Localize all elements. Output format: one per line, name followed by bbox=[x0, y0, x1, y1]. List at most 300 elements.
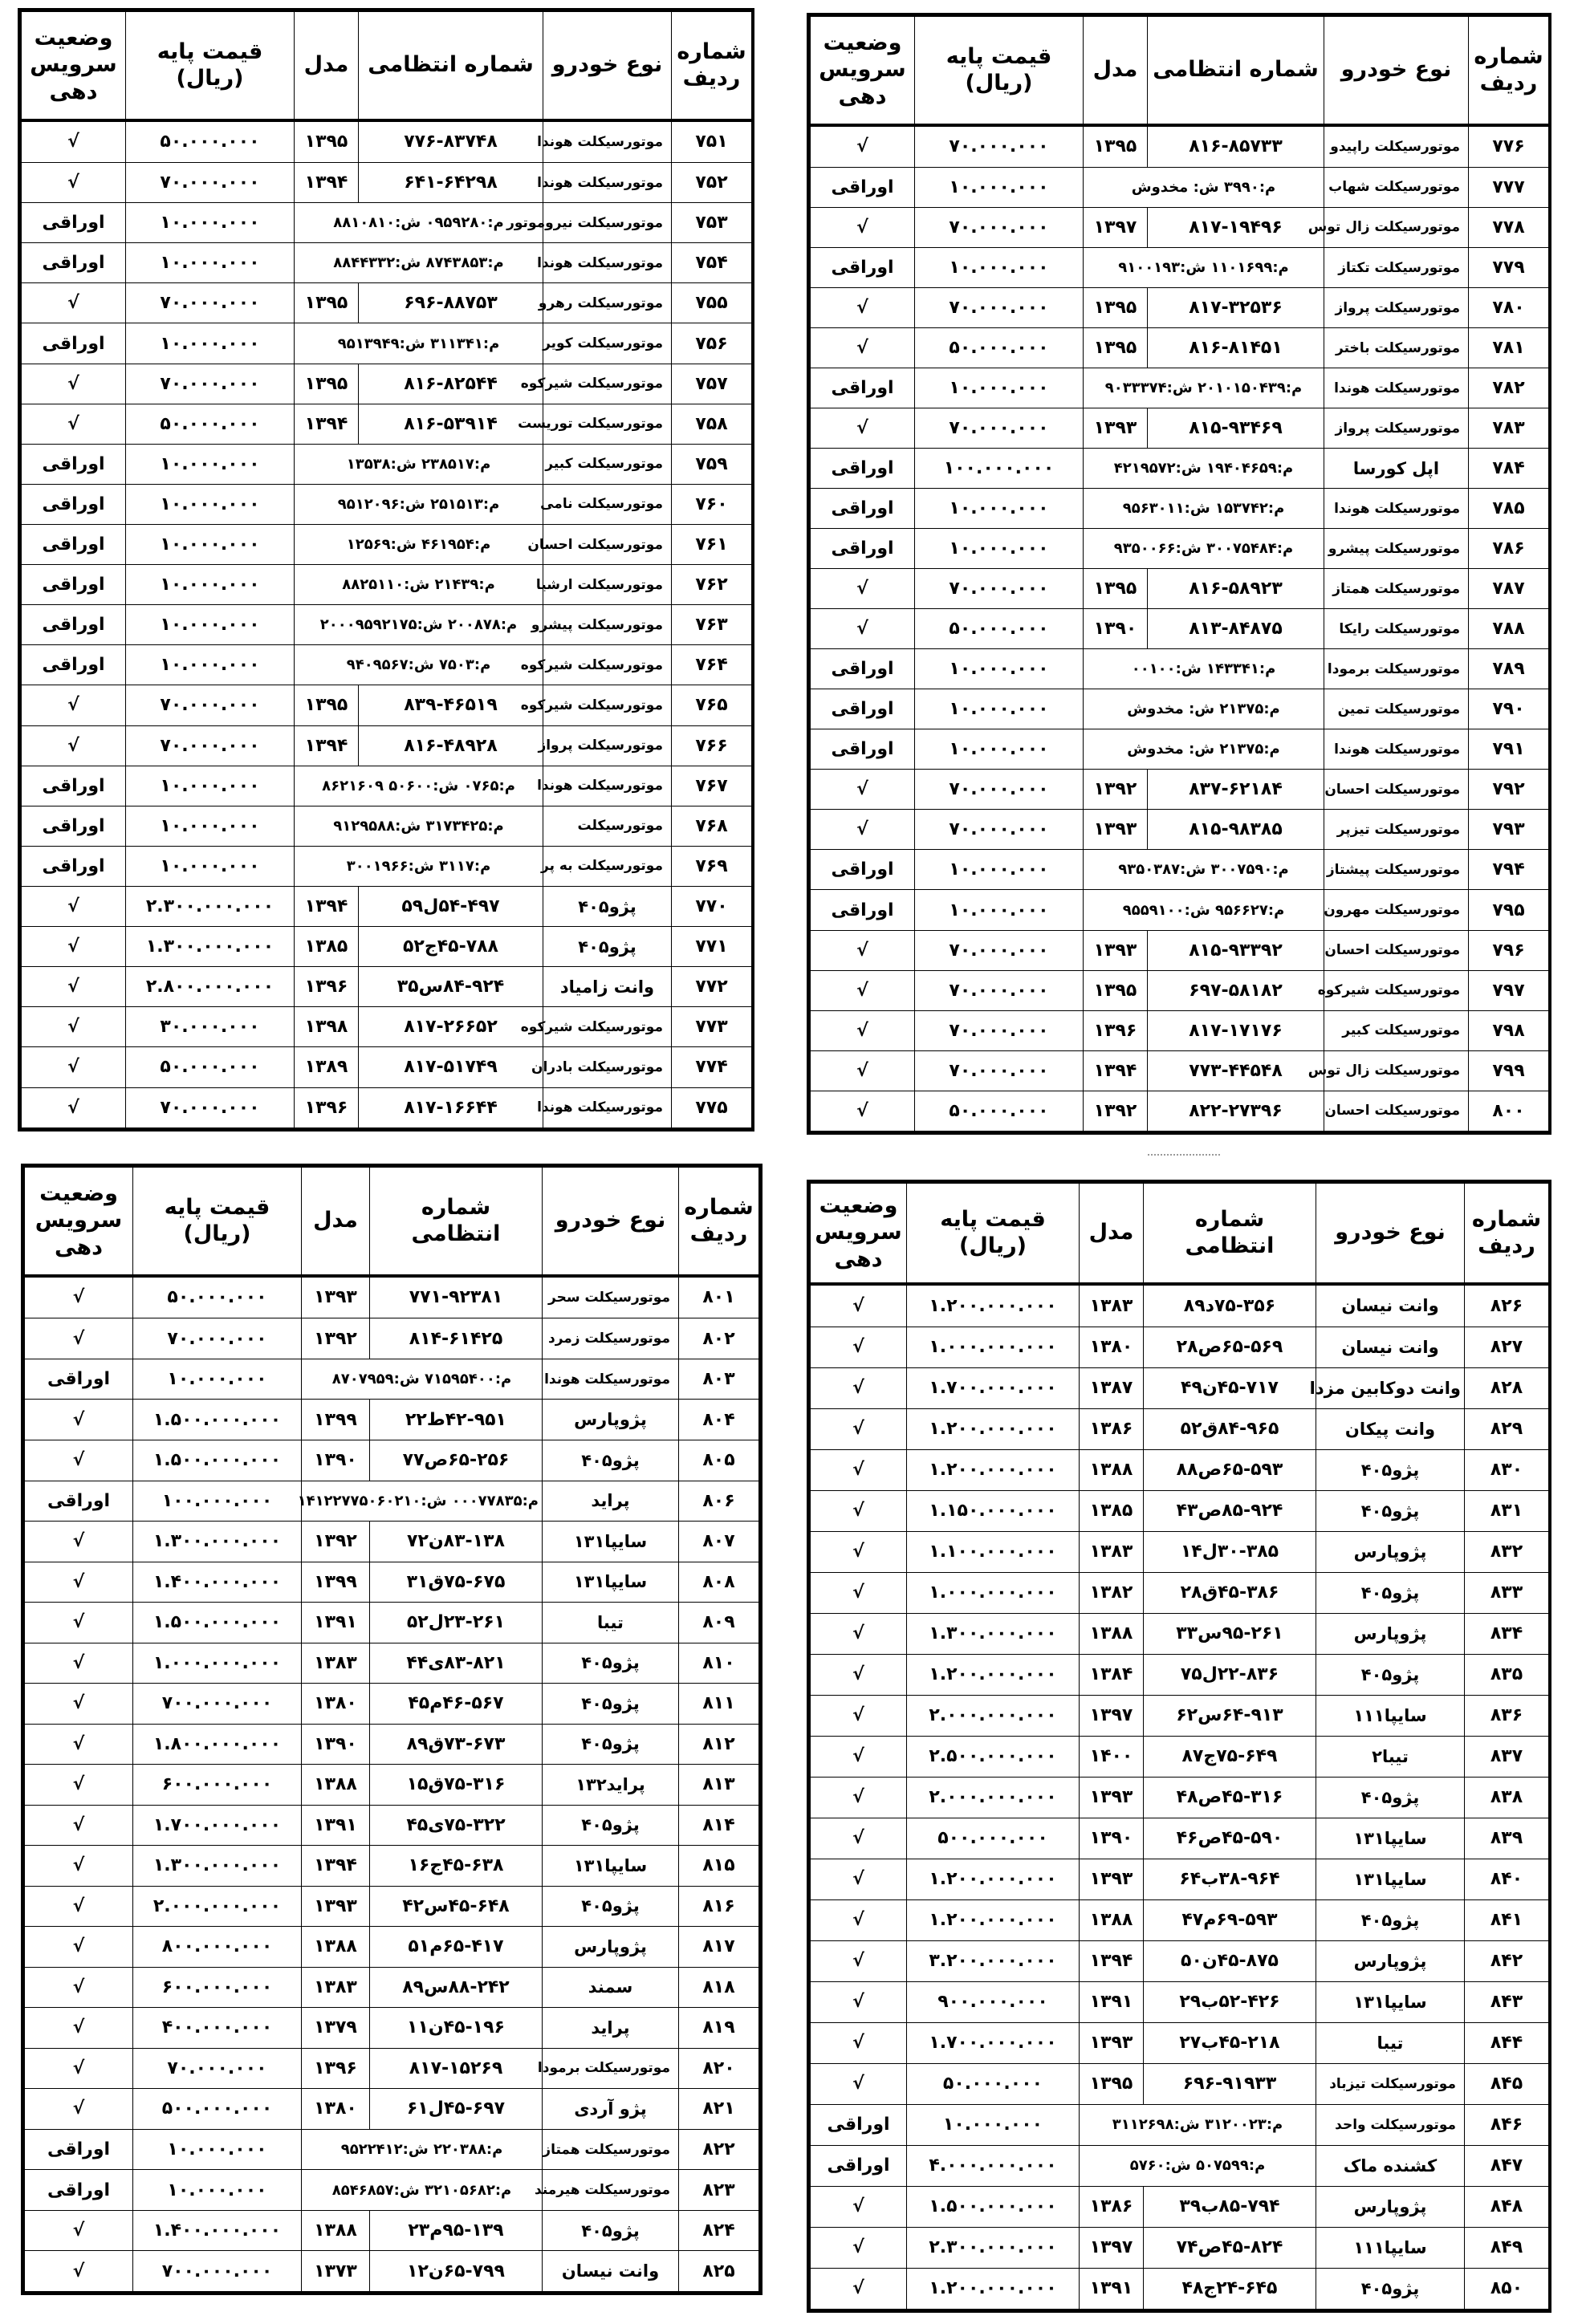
vehicle-type-cell: پژو۴۰۵ bbox=[1316, 1654, 1465, 1695]
table-row bbox=[811, 2063, 1549, 2104]
base-price-cell: ۱.۸۰۰.۰۰۰.۰۰۰ bbox=[133, 1724, 302, 1765]
row-number-cell: ۸۰۶ bbox=[679, 1481, 759, 1522]
vehicle-type-cell: پژوپارس bbox=[1316, 1613, 1465, 1654]
service-status-cell: اوراقی bbox=[811, 529, 915, 569]
header-vehicle-type: نوع خودرو bbox=[543, 1168, 679, 1276]
plate-number-cell: ۷۳-۶۷۳ق۸۹ bbox=[370, 1724, 543, 1765]
service-status-cell: اوراقی bbox=[811, 890, 915, 930]
table-row bbox=[22, 163, 752, 203]
base-price-cell: ۱۰.۰۰۰.۰۰۰ bbox=[915, 850, 1084, 890]
base-price-cell: ۱۰.۰۰۰.۰۰۰ bbox=[915, 247, 1084, 287]
table-row bbox=[811, 1367, 1549, 1408]
base-price-cell: ۷۰.۰۰۰.۰۰۰ bbox=[126, 1087, 295, 1127]
table-row bbox=[811, 609, 1549, 649]
table-row bbox=[25, 1886, 759, 1927]
row-number-cell: ۸۵۰ bbox=[1465, 2268, 1549, 2309]
service-status-cell: √ bbox=[811, 2227, 907, 2268]
row-number-cell: ۷۸۷ bbox=[1469, 569, 1549, 609]
service-status-cell: اوراقی bbox=[22, 645, 126, 685]
table-row bbox=[22, 1087, 752, 1127]
vehicle-type-cell: پژو۴۰۵ bbox=[1316, 1899, 1465, 1940]
row-number-cell: ۷۸۶ bbox=[1469, 529, 1549, 569]
model-year-cell: ۱۳۹۵ bbox=[1080, 2063, 1144, 2104]
plate-number-cell: ۸۱۷-۵۱۷۴۹ bbox=[359, 1047, 543, 1087]
row-number-cell: ۷۷۶ bbox=[1469, 125, 1549, 168]
service-status-cell: √ bbox=[811, 569, 915, 609]
plate-number-cell: ۸۳۷-۶۲۱۸۴ bbox=[1148, 770, 1324, 810]
table-row bbox=[25, 1805, 759, 1846]
vehicle-type-cell: سایپا۱۱۱ bbox=[1316, 2227, 1465, 2268]
model-year-cell: ۱۳۹۳ bbox=[1080, 1859, 1144, 1899]
table-row bbox=[811, 1284, 1549, 1327]
row-number-cell: ۷۸۸ bbox=[1469, 609, 1549, 649]
plate-number-cell: م:۲۵۱۵۱۳ ش:۹۵۱۲۰۹۶ bbox=[295, 484, 543, 524]
plate-number-cell: م:۰۰۰۷۷۸۳۵ ش:۱۴۱۲۲۷۷۵۰۶۰۲۱۰ bbox=[302, 1481, 543, 1522]
table-row bbox=[811, 1449, 1549, 1490]
plate-number-cell: ۶۵-۵۹۳ص۸۸ bbox=[1144, 1449, 1316, 1490]
model-year-cell: ۱۳۹۱ bbox=[302, 1805, 370, 1846]
service-status-cell: √ bbox=[811, 1613, 907, 1654]
service-status-cell: اوراقی bbox=[811, 649, 915, 689]
model-year-cell: ۱۳۸۸ bbox=[1080, 1899, 1144, 1940]
model-year-cell: ۱۳۸۳ bbox=[302, 1643, 370, 1684]
row-number-cell: ۸۲۴ bbox=[679, 2210, 759, 2251]
service-status-cell: اوراقی bbox=[811, 2104, 907, 2145]
row-number-cell: ۸۴۹ bbox=[1465, 2227, 1549, 2268]
base-price-cell: ۷۰.۰۰۰.۰۰۰ bbox=[133, 1318, 302, 1359]
row-number-cell: ۸۱۷ bbox=[679, 1927, 759, 1968]
base-price-cell: ۵۰.۰۰۰.۰۰۰ bbox=[126, 1047, 295, 1087]
base-price-cell: ۷۰.۰۰۰.۰۰۰ bbox=[915, 408, 1084, 449]
header-base-price: قیمت پایه (ریال) bbox=[907, 1184, 1080, 1284]
table-row bbox=[25, 1603, 759, 1643]
table-row bbox=[25, 1359, 759, 1400]
model-year-cell: ۱۳۸۵ bbox=[1080, 1490, 1144, 1531]
model-year-cell: ۱۳۸۲ bbox=[1080, 1572, 1144, 1613]
service-status-cell: √ bbox=[811, 1818, 907, 1859]
base-price-cell: ۳۰.۰۰۰.۰۰۰ bbox=[126, 1007, 295, 1047]
base-price-cell: ۷۰.۰۰۰.۰۰۰ bbox=[126, 685, 295, 725]
vehicle-type-cell: وانت زامیاد bbox=[543, 967, 672, 1007]
base-price-cell: ۱۰.۰۰۰.۰۰۰ bbox=[126, 525, 295, 565]
service-status-cell: √ bbox=[22, 725, 126, 766]
base-price-cell: ۳.۲۰۰.۰۰۰.۰۰۰ bbox=[907, 1940, 1080, 1981]
header-model: مدل bbox=[1080, 1184, 1144, 1284]
table-776-800 bbox=[807, 13, 1551, 1135]
vehicle-type-cell: موتورسیکلت کویر bbox=[543, 323, 672, 364]
service-status-cell: √ bbox=[811, 810, 915, 850]
row-number-cell: ۷۷۲ bbox=[672, 967, 752, 1007]
service-status-cell: اوراقی bbox=[811, 689, 915, 729]
row-number-cell: ۸۰۸ bbox=[679, 1562, 759, 1603]
vehicle-type-cell: پژو۴۰۵ bbox=[543, 927, 672, 967]
model-year-cell: ۱۳۹۰ bbox=[1080, 1818, 1144, 1859]
row-number-cell: ۷۵۸ bbox=[672, 404, 752, 444]
model-year-cell: ۱۳۹۷ bbox=[1084, 207, 1148, 247]
service-status-cell: اوراقی bbox=[811, 368, 915, 408]
auction-table bbox=[21, 11, 752, 1128]
table-row bbox=[811, 1050, 1549, 1091]
service-status-cell: √ bbox=[811, 970, 915, 1010]
vehicle-type-cell: کشنده ماک bbox=[1316, 2145, 1465, 2186]
base-price-cell: ۲.۵۰۰.۰۰۰.۰۰۰ bbox=[907, 1736, 1080, 1777]
service-status-cell: √ bbox=[811, 328, 915, 368]
model-year-cell: ۱۳۸۵ bbox=[295, 927, 359, 967]
plate-number-cell: ۸۳۹-۴۶۵۱۹ bbox=[359, 685, 543, 725]
vehicle-type-cell: سایپا۱۳۱ bbox=[543, 1522, 679, 1562]
model-year-cell: ۱۳۹۵ bbox=[295, 120, 359, 163]
base-price-cell: ۱۰.۰۰۰.۰۰۰ bbox=[133, 2170, 302, 2211]
header-base-price: قیمت پایه (ریال) bbox=[126, 12, 295, 120]
model-year-cell: ۱۳۹۰ bbox=[302, 1724, 370, 1765]
row-number-cell: ۷۸۴ bbox=[1469, 449, 1549, 489]
service-status-cell: اوراقی bbox=[22, 525, 126, 565]
service-status-cell: √ bbox=[811, 1859, 907, 1899]
row-number-cell: ۷۵۷ bbox=[672, 364, 752, 404]
base-price-cell: ۷۰.۰۰۰.۰۰۰ bbox=[915, 970, 1084, 1010]
table-row bbox=[811, 1695, 1549, 1736]
table-row bbox=[25, 1643, 759, 1684]
base-price-cell: ۱.۱۵۰.۰۰۰.۰۰۰ bbox=[907, 1490, 1080, 1531]
table-row bbox=[25, 1846, 759, 1887]
model-year-cell: ۱۳۹۳ bbox=[1084, 408, 1148, 449]
model-year-cell: ۱۳۸۹ bbox=[295, 1047, 359, 1087]
model-year-cell: ۱۳۸۰ bbox=[302, 2089, 370, 2130]
table-row bbox=[22, 243, 752, 283]
base-price-cell: ۱.۲۰۰.۰۰۰.۰۰۰ bbox=[907, 1408, 1080, 1449]
base-price-cell: ۱.۵۰۰.۰۰۰.۰۰۰ bbox=[133, 1603, 302, 1643]
table-row bbox=[811, 1490, 1549, 1531]
base-price-cell: ۱.۳۰۰.۰۰۰.۰۰۰ bbox=[907, 1613, 1080, 1654]
row-number-cell: ۸۲۱ bbox=[679, 2089, 759, 2130]
base-price-cell: ۵۰.۰۰۰.۰۰۰ bbox=[126, 120, 295, 163]
table-row bbox=[25, 1724, 759, 1765]
vehicle-type-cell: اپل کورسا bbox=[1324, 449, 1469, 489]
model-year-cell: ۱۳۹۴ bbox=[295, 725, 359, 766]
service-status-cell: اوراقی bbox=[22, 766, 126, 806]
plate-number-cell: ۸۱۵-۹۳۳۹۲ bbox=[1148, 930, 1324, 970]
table-row bbox=[22, 323, 752, 364]
plate-number-cell: م:۱۹۴۰۴۶۵۹ ش:۴۲۱۹۵۷۲ bbox=[1084, 449, 1324, 489]
service-status-cell: √ bbox=[25, 1967, 133, 2008]
model-year-cell: ۱۳۸۸ bbox=[1080, 1613, 1144, 1654]
plate-number-cell: ۸۵-۹۲۴ص۴۳ bbox=[1144, 1490, 1316, 1531]
vehicle-type-cell: پراید bbox=[543, 2008, 679, 2049]
vehicle-type-cell: سمند bbox=[543, 1967, 679, 2008]
model-year-cell: ۱۳۸۰ bbox=[302, 1684, 370, 1725]
base-price-cell: ۵۰.۰۰۰.۰۰۰ bbox=[915, 328, 1084, 368]
vehicle-type-cell: سایپا۱۳۱ bbox=[1316, 1859, 1465, 1899]
header-vehicle-type: نوع خودرو bbox=[543, 12, 672, 120]
vehicle-type-cell: موتورسیکلت هوندا bbox=[543, 120, 672, 163]
header-plate-number: شماره انتظامی bbox=[370, 1168, 543, 1276]
table-row bbox=[811, 930, 1549, 970]
service-status-cell: √ bbox=[25, 1603, 133, 1643]
model-year-cell: ۱۳۹۴ bbox=[295, 404, 359, 444]
vehicle-type-cell: موتورسیکلت سحر bbox=[543, 1276, 679, 1318]
row-number-cell: ۸۴۰ bbox=[1465, 1859, 1549, 1899]
vehicle-type-cell: پژوپارس bbox=[543, 1927, 679, 1968]
plate-number-cell: ۸۱۷-۳۲۵۳۶ bbox=[1148, 288, 1324, 328]
row-number-cell: ۷۵۵ bbox=[672, 283, 752, 323]
service-status-cell: √ bbox=[811, 125, 915, 168]
vehicle-type-cell: پژو۴۰۵ bbox=[1316, 2268, 1465, 2309]
model-year-cell: ۱۳۷۳ bbox=[302, 2251, 370, 2292]
base-price-cell: ۷۰.۰۰۰.۰۰۰ bbox=[915, 288, 1084, 328]
plate-number-cell: ۷۵-۳۵۶د۸۹ bbox=[1144, 1284, 1316, 1327]
table-row bbox=[811, 1654, 1549, 1695]
plate-number-cell: ۷۷۶-۸۳۷۴۸ bbox=[359, 120, 543, 163]
vehicle-type-cell: موتورسیکلت هوندا bbox=[543, 1359, 679, 1400]
table-row bbox=[25, 1684, 759, 1725]
service-status-cell: اوراقی bbox=[811, 167, 915, 207]
service-status-cell: اوراقی bbox=[22, 203, 126, 243]
table-row bbox=[811, 1010, 1549, 1050]
header-service-status: وضعیت سرویس دهی bbox=[22, 12, 126, 120]
plate-number-cell: ۴۵-۸۷۵ن۵۰ bbox=[1144, 1940, 1316, 1981]
table-row bbox=[22, 484, 752, 524]
table-row bbox=[811, 1531, 1549, 1572]
row-number-cell: ۷۷۷ bbox=[1469, 167, 1549, 207]
table-row bbox=[811, 368, 1549, 408]
model-year-cell: ۱۳۹۶ bbox=[1084, 1010, 1148, 1050]
table-row bbox=[25, 1562, 759, 1603]
plate-number-cell: ۴۵-۶۴۸س۴۲ bbox=[370, 1886, 543, 1927]
service-status-cell: √ bbox=[22, 1047, 126, 1087]
table-row bbox=[25, 1522, 759, 1562]
table-row bbox=[811, 2104, 1549, 2145]
service-status-cell: √ bbox=[22, 364, 126, 404]
model-year-cell: ۱۳۹۳ bbox=[1080, 1777, 1144, 1818]
table-row bbox=[25, 1765, 759, 1806]
vehicle-type-cell: سایپا۱۳۱ bbox=[543, 1846, 679, 1887]
header-plate-number: شماره انتظامی bbox=[1148, 17, 1324, 125]
row-number-cell: ۷۶۳ bbox=[672, 605, 752, 645]
base-price-cell: ۸۰۰.۰۰۰.۰۰۰ bbox=[133, 1927, 302, 1968]
base-price-cell: ۴۰۰.۰۰۰.۰۰۰ bbox=[133, 2008, 302, 2049]
table-row bbox=[22, 404, 752, 444]
table-row bbox=[22, 565, 752, 605]
plate-number-cell: م:۲۳۸۵۱۷ ش:۱۳۵۳۸ bbox=[295, 444, 543, 484]
header-vehicle-type: نوع خودرو bbox=[1324, 17, 1469, 125]
table-row bbox=[25, 2251, 759, 2292]
service-status-cell: اوراقی bbox=[811, 2145, 907, 2186]
row-number-cell: ۷۶۹ bbox=[672, 846, 752, 886]
base-price-cell: ۱۰.۰۰۰.۰۰۰ bbox=[915, 649, 1084, 689]
row-number-cell: ۷۶۸ bbox=[672, 806, 752, 846]
vehicle-type-cell: موتورسیکلت زال توس bbox=[1324, 1050, 1469, 1091]
plate-number-cell: ۸۴-۹۲۴س۳۵ bbox=[359, 967, 543, 1007]
table-row bbox=[811, 689, 1549, 729]
service-status-cell: √ bbox=[22, 163, 126, 203]
model-year-cell: ۱۳۷۹ bbox=[302, 2008, 370, 2049]
service-status-cell: √ bbox=[811, 2268, 907, 2309]
row-number-cell: ۸۲۶ bbox=[1465, 1284, 1549, 1327]
row-number-cell: ۷۸۱ bbox=[1469, 328, 1549, 368]
vehicle-type-cell: موتورسیکلت شهاب bbox=[1324, 167, 1469, 207]
plate-number-cell: ۴۵-۵۹۰ص۴۶ bbox=[1144, 1818, 1316, 1859]
model-year-cell: ۱۳۸۳ bbox=[1080, 1284, 1144, 1327]
plate-number-cell: ۳۸-۹۶۴ب۶۴ bbox=[1144, 1859, 1316, 1899]
model-year-cell: ۱۳۹۴ bbox=[302, 1846, 370, 1887]
vehicle-type-cell: وانت پیکان bbox=[1316, 1408, 1465, 1449]
table-row bbox=[22, 806, 752, 846]
service-status-cell: √ bbox=[22, 1007, 126, 1047]
vehicle-type-cell: موتورسیکلت کبیر bbox=[543, 444, 672, 484]
row-number-cell: ۸۱۳ bbox=[679, 1765, 759, 1806]
model-year-cell: ۱۳۹۲ bbox=[302, 1318, 370, 1359]
base-price-cell: ۱۰.۰۰۰.۰۰۰ bbox=[126, 605, 295, 645]
base-price-cell: ۱۰۰.۰۰۰.۰۰۰ bbox=[915, 449, 1084, 489]
vehicle-type-cell: پژو۴۰۵ bbox=[543, 1805, 679, 1846]
vehicle-type-cell: وانت دوکابین مزدا bbox=[1316, 1367, 1465, 1408]
plate-number-cell: ۸۱۶-۴۸۹۲۸ bbox=[359, 725, 543, 766]
row-number-cell: ۷۷۸ bbox=[1469, 207, 1549, 247]
vehicle-type-cell: پژو۴۰۵ bbox=[543, 1886, 679, 1927]
base-price-cell: ۷۰.۰۰۰.۰۰۰ bbox=[133, 2048, 302, 2089]
row-number-cell: ۸۲۸ bbox=[1465, 1367, 1549, 1408]
base-price-cell: ۱.۰۰۰.۰۰۰.۰۰۰ bbox=[907, 1327, 1080, 1367]
service-status-cell: √ bbox=[811, 1408, 907, 1449]
service-status-cell: اوراقی bbox=[22, 444, 126, 484]
base-price-cell: ۱۰.۰۰۰.۰۰۰ bbox=[126, 323, 295, 364]
auction-table bbox=[810, 1183, 1549, 2310]
vehicle-type-cell: پراید۱۳۲ bbox=[543, 1765, 679, 1806]
table-row bbox=[811, 1327, 1549, 1367]
table-row bbox=[25, 2048, 759, 2089]
base-price-cell: ۱.۳۰۰.۰۰۰.۰۰۰ bbox=[126, 927, 295, 967]
vehicle-type-cell: موتورسیکلت نامی bbox=[543, 484, 672, 524]
model-year-cell: ۱۳۹۱ bbox=[1080, 2268, 1144, 2309]
model-year-cell: ۱۳۹۷ bbox=[1080, 2227, 1144, 2268]
model-year-cell: ۱۳۹۲ bbox=[302, 1522, 370, 1562]
plate-number-cell: ۷۵-۳۲۲ی۴۵ bbox=[370, 1805, 543, 1846]
table-row bbox=[811, 810, 1549, 850]
service-status-cell: √ bbox=[811, 1050, 915, 1091]
base-price-cell: ۱.۵۰۰.۰۰۰.۰۰۰ bbox=[907, 2186, 1080, 2227]
service-status-cell: √ bbox=[811, 288, 915, 328]
table-row bbox=[811, 2186, 1549, 2227]
service-status-cell: اوراقی bbox=[22, 565, 126, 605]
vehicle-type-cell: پژو۴۰۵ bbox=[543, 886, 672, 926]
base-price-cell: ۱.۱۰۰.۰۰۰.۰۰۰ bbox=[907, 1531, 1080, 1572]
model-year-cell: ۱۳۹۶ bbox=[295, 967, 359, 1007]
row-number-cell: ۷۹۵ bbox=[1469, 890, 1549, 930]
plate-number-cell: ۴۲-۹۵۱ط۲۲ bbox=[370, 1400, 543, 1440]
service-status-cell: اوراقی bbox=[22, 806, 126, 846]
row-number-cell: ۸۱۹ bbox=[679, 2008, 759, 2049]
base-price-cell: ۱.۵۰۰.۰۰۰.۰۰۰ bbox=[133, 1440, 302, 1481]
plate-number-cell: م:۳۰۰۷۵۴۸۴ ش:۹۳۵۰۰۶۶ bbox=[1084, 529, 1324, 569]
service-status-cell: اوراقی bbox=[22, 846, 126, 886]
model-year-cell: ۱۳۹۹ bbox=[302, 1562, 370, 1603]
vehicle-type-cell: موتورسیکلت باختر bbox=[1324, 328, 1469, 368]
base-price-cell: ۱.۵۰۰.۰۰۰.۰۰۰ bbox=[133, 1400, 302, 1440]
service-status-cell: √ bbox=[811, 930, 915, 970]
vehicle-type-cell: موتورسیکلت پیشتاز bbox=[1324, 850, 1469, 890]
table-row bbox=[22, 364, 752, 404]
model-year-cell: ۱۳۹۴ bbox=[1080, 1940, 1144, 1981]
row-number-cell: ۸۲۹ bbox=[1465, 1408, 1549, 1449]
row-number-cell: ۸۴۱ bbox=[1465, 1899, 1549, 1940]
row-number-cell: ۸۳۷ bbox=[1465, 1736, 1549, 1777]
row-number-cell: ۸۳۲ bbox=[1465, 1531, 1549, 1572]
base-price-cell: ۷۰۰.۰۰۰.۰۰۰ bbox=[133, 1684, 302, 1725]
vehicle-type-cell: موتورسیکلت همتاز bbox=[543, 2129, 679, 2170]
table-row bbox=[811, 1613, 1549, 1654]
header-plate-number: شماره انتظامی bbox=[1144, 1184, 1316, 1284]
service-status-cell: اوراقی bbox=[22, 323, 126, 364]
plate-number-cell: ۹۵-۲۶۱س۳۳ bbox=[1144, 1613, 1316, 1654]
model-year-cell: ۱۳۹۳ bbox=[1084, 810, 1148, 850]
table-row bbox=[811, 408, 1549, 449]
row-number-cell: ۸۳۵ bbox=[1465, 1654, 1549, 1695]
plate-number-cell: ۸۱۵-۹۳۴۶۹ bbox=[1148, 408, 1324, 449]
service-status-cell: √ bbox=[811, 408, 915, 449]
row-number-cell: ۷۷۴ bbox=[672, 1047, 752, 1087]
plate-number-cell: ۷۵-۳۱۶ق۱۵ bbox=[370, 1765, 543, 1806]
table-row bbox=[811, 1736, 1549, 1777]
row-number-cell: ۷۶۱ bbox=[672, 525, 752, 565]
base-price-cell: ۱.۷۰۰.۰۰۰.۰۰۰ bbox=[133, 1805, 302, 1846]
row-number-cell: ۷۷۹ bbox=[1469, 247, 1549, 287]
service-status-cell: √ bbox=[811, 1449, 907, 1490]
table-801-825 bbox=[21, 1164, 762, 2295]
table-row bbox=[25, 1440, 759, 1481]
base-price-cell: ۱۰.۰۰۰.۰۰۰ bbox=[133, 1359, 302, 1400]
model-year-cell: ۱۳۹۱ bbox=[302, 1603, 370, 1643]
plate-number-cell: م:۳۰۰۷۵۹۰ ش:۹۳۵۰۳۸۷ bbox=[1084, 850, 1324, 890]
vehicle-type-cell: موتورسیکلت به پر bbox=[543, 846, 672, 886]
row-number-cell: ۷۷۳ bbox=[672, 1007, 752, 1047]
plate-number-cell: ۶۹-۵۹۳م۴۷ bbox=[1144, 1899, 1316, 1940]
plate-number-cell: م:۲۱۳۷۵ ش: مخدوش bbox=[1084, 689, 1324, 729]
plate-number-cell: م:۲۰۱۰۱۵۰۴۳۹ ش:۹۰۳۳۳۷۴ bbox=[1084, 368, 1324, 408]
vehicle-type-cell: سایپا۱۳۱ bbox=[1316, 1818, 1465, 1859]
base-price-cell: ۱۰.۰۰۰.۰۰۰ bbox=[915, 489, 1084, 529]
vehicle-type-cell: موتورسیکلت شیرکوه bbox=[543, 364, 672, 404]
row-number-cell: ۷۸۵ bbox=[1469, 489, 1549, 529]
plate-number-cell: م:۳۹۹۰ ش: مخدوش bbox=[1084, 167, 1324, 207]
plate-number-cell: م:۱۵۳۷۴۲ ش:۹۵۶۳۰۱۱ bbox=[1084, 489, 1324, 529]
base-price-cell: ۷۰.۰۰۰.۰۰۰ bbox=[126, 364, 295, 404]
model-year-cell: ۱۳۸۳ bbox=[302, 1967, 370, 2008]
vehicle-type-cell: پژو۴۰۵ bbox=[543, 1724, 679, 1765]
table-row bbox=[811, 288, 1549, 328]
service-status-cell: √ bbox=[25, 1724, 133, 1765]
table-row bbox=[811, 1408, 1549, 1449]
plate-number-cell: ۵۲-۴۲۶ب۲۹ bbox=[1144, 1981, 1316, 2022]
row-number-cell: ۷۶۰ bbox=[672, 484, 752, 524]
plate-number-cell: ۴۶-۵۶۷م۴۵ bbox=[370, 1684, 543, 1725]
table-row bbox=[22, 283, 752, 323]
plate-number-cell: ۸۲۲-۲۷۳۹۶ bbox=[1148, 1091, 1324, 1131]
base-price-cell: ۶۰۰.۰۰۰.۰۰۰ bbox=[133, 1765, 302, 1806]
header-service-status: وضعیت سرویس دهی bbox=[811, 1184, 907, 1284]
table-row bbox=[811, 1572, 1549, 1613]
model-year-cell: ۱۳۹۵ bbox=[1084, 569, 1148, 609]
base-price-cell: ۱.۳۰۰.۰۰۰.۰۰۰ bbox=[133, 1522, 302, 1562]
header-model: مدل bbox=[1084, 17, 1148, 125]
vehicle-type-cell: موتورسیکلت هوندا bbox=[543, 243, 672, 283]
vehicle-type-cell: پژو۴۰۵ bbox=[543, 1643, 679, 1684]
base-price-cell: ۱.۷۰۰.۰۰۰.۰۰۰ bbox=[907, 2022, 1080, 2063]
vehicle-type-cell: موتورسیکلت تیزباد bbox=[1316, 2063, 1465, 2104]
vehicle-type-cell: پژو۴۰۵ bbox=[1316, 1572, 1465, 1613]
service-status-cell: √ bbox=[25, 2008, 133, 2049]
auction-table bbox=[24, 1167, 759, 2292]
header-row-number: شماره ردیف bbox=[1469, 17, 1549, 125]
